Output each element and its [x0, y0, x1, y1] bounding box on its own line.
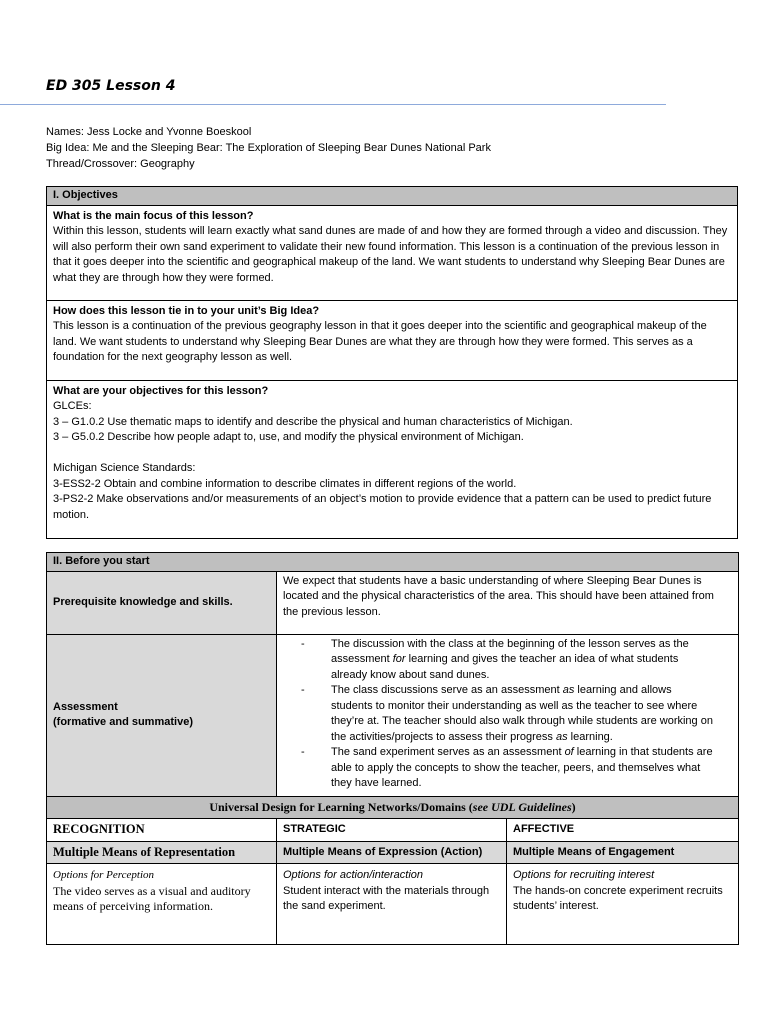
big-idea-block: [47, 300, 738, 380]
engagement-header: Multiple Means of Engagement: [507, 841, 739, 864]
objectives-question: What are your objectives for this lesson?: [53, 384, 269, 397]
assessment-text-part: learning and gives the teacher an idea of what students already know about sand dunes.: [331, 653, 679, 681]
interest-label: Options for recruiting interest: [513, 869, 655, 881]
assessment-text-part: learning and allows students to monitor their understanding as well as the teacher to see where they’re at. The teacher should also walk through while students are working on the activities/projects to assess their progress: [331, 684, 713, 743]
perception-text: The video serves as a visual and auditory means of perceiving information.: [53, 883, 251, 913]
big-idea-question: How does this lesson tie in to your unit’s Big Idea?: [53, 304, 320, 317]
assessment-list: [287, 637, 714, 792]
assessment-text: [277, 634, 739, 796]
affective-header: AFFECTIVE: [507, 819, 739, 842]
big-idea-line: Big Idea: Me and the Sleeping Bear: The Exploration of Sleeping Bear Dunes National Park: [46, 142, 491, 154]
representation-header: Multiple Means of Representation: [47, 841, 277, 864]
focus-answer: Within this lesson, students will learn exactly what sand dunes are made of and how they are formed through a video and discussion. They will also perform their own sand experiment to validate their new found information. This lesson is a continuation of the previous lesson in that it goes deeper into the scientific and geographical makeup of the land. We want students to understand why Sleeping Bear Dunes are what they are through how they were formed.: [53, 225, 728, 284]
assessment-item: [287, 745, 714, 792]
page-title: ED 305 Lesson 4: [46, 78, 176, 94]
interest-text: The hands-on concrete experiment recruits students’ interest.: [513, 884, 723, 912]
assessment-text-part: The sand experiment serves as an assessment: [331, 746, 565, 758]
assessment-emphasis: as: [555, 730, 568, 743]
big-idea-answer: This lesson is a continuation of the previous geography lesson in that it goes deeper into the scientific and geographical makeup of the land. We want students to understand why Sleeping Bear Dunes are what they are through how they were formed. This serves as a foundation for the next geography lesson as well.: [53, 320, 707, 363]
prereq-label: Prerequisite knowledge and skills.: [47, 571, 277, 634]
assessment-text-part: learning in that students are able to apply the concepts to show the teacher, peers, and themselves what they have learned.: [331, 746, 713, 789]
udl-heading-text: ): [571, 799, 576, 814]
glce-item: 3 – G1.0.2 Use thematic maps to identify and describe the physical and human characteristics of Michigan.: [53, 415, 573, 428]
action-cell: [277, 864, 507, 945]
lesson-header: [46, 124, 491, 172]
interest-cell: [507, 864, 739, 945]
glce-label: GLCEs:: [53, 400, 92, 412]
assessment-text-part: The class discussions serve as an assessment: [331, 684, 563, 696]
strategic-header: STRATEGIC: [277, 819, 507, 842]
science-item: 3-ESS2-2 Obtain and combine information to describe climates in different regions of the world.: [53, 477, 517, 490]
focus-block: [47, 205, 738, 300]
action-label: Options for action/interaction: [283, 869, 424, 881]
perception-cell: [47, 864, 277, 945]
prereq-text: We expect that students have a basic understanding of where Sleeping Bear Dunes is located and the physical characteristics of the area. This should have been attained from the previous lesson.: [277, 571, 739, 634]
assessment-label: [47, 634, 277, 796]
action-text: Student interact with the materials through the sand experiment.: [283, 884, 490, 912]
title-rule: [0, 104, 666, 105]
before-you-start-table: [46, 552, 739, 945]
dash-bullet: -: [301, 684, 305, 696]
spacer: [53, 446, 731, 462]
expression-header: Multiple Means of Expression (Action): [277, 841, 507, 864]
assessment-emphasis: for: [392, 653, 406, 665]
udl-heading: [47, 796, 739, 819]
glce-item: 3 – G5.0.2 Describe how people adapt to, use, and modify the physical environment of Michigan.: [53, 431, 524, 443]
assessment-subtitle: (formative and summative): [53, 716, 193, 728]
before-heading: II. Before you start: [47, 553, 739, 572]
assessment-title: Assessment: [53, 700, 118, 713]
assessment-item: [287, 683, 714, 745]
thread-line: Thread/Crossover: Geography: [46, 158, 195, 170]
assessment-text-part: The discussion with the class at the beginning of the lesson serves as the assessment: [331, 637, 689, 665]
dash-bullet: -: [301, 637, 305, 650]
udl-guidelines-ref: see UDL Guidelines: [472, 799, 572, 814]
perception-label: Options for Perception: [53, 869, 155, 881]
objectives-block: [47, 380, 738, 538]
udl-heading-text: Universal Design for Learning Networks/Domains (: [209, 799, 473, 814]
assessment-emphasis: of: [564, 746, 574, 758]
objectives-heading: I. Objectives: [47, 187, 738, 206]
focus-question: What is the main focus of this lesson?: [53, 209, 254, 222]
dash-bullet: -: [301, 746, 305, 758]
science-item: 3-PS2-2 Make observations and/or measurements of an object’s motion to provide evidence that a pattern can be used to predict future motion.: [53, 493, 712, 521]
science-label: Michigan Science Standards:: [53, 462, 196, 474]
names-line: Names: Jess Locke and Yvonne Boeskool: [46, 126, 252, 138]
assessment-text-part: learning.: [567, 730, 613, 743]
objectives-table: [46, 186, 738, 539]
assessment-item: [287, 637, 714, 684]
assessment-emphasis: as: [562, 684, 575, 696]
recognition-header: RECOGNITION: [47, 819, 277, 842]
